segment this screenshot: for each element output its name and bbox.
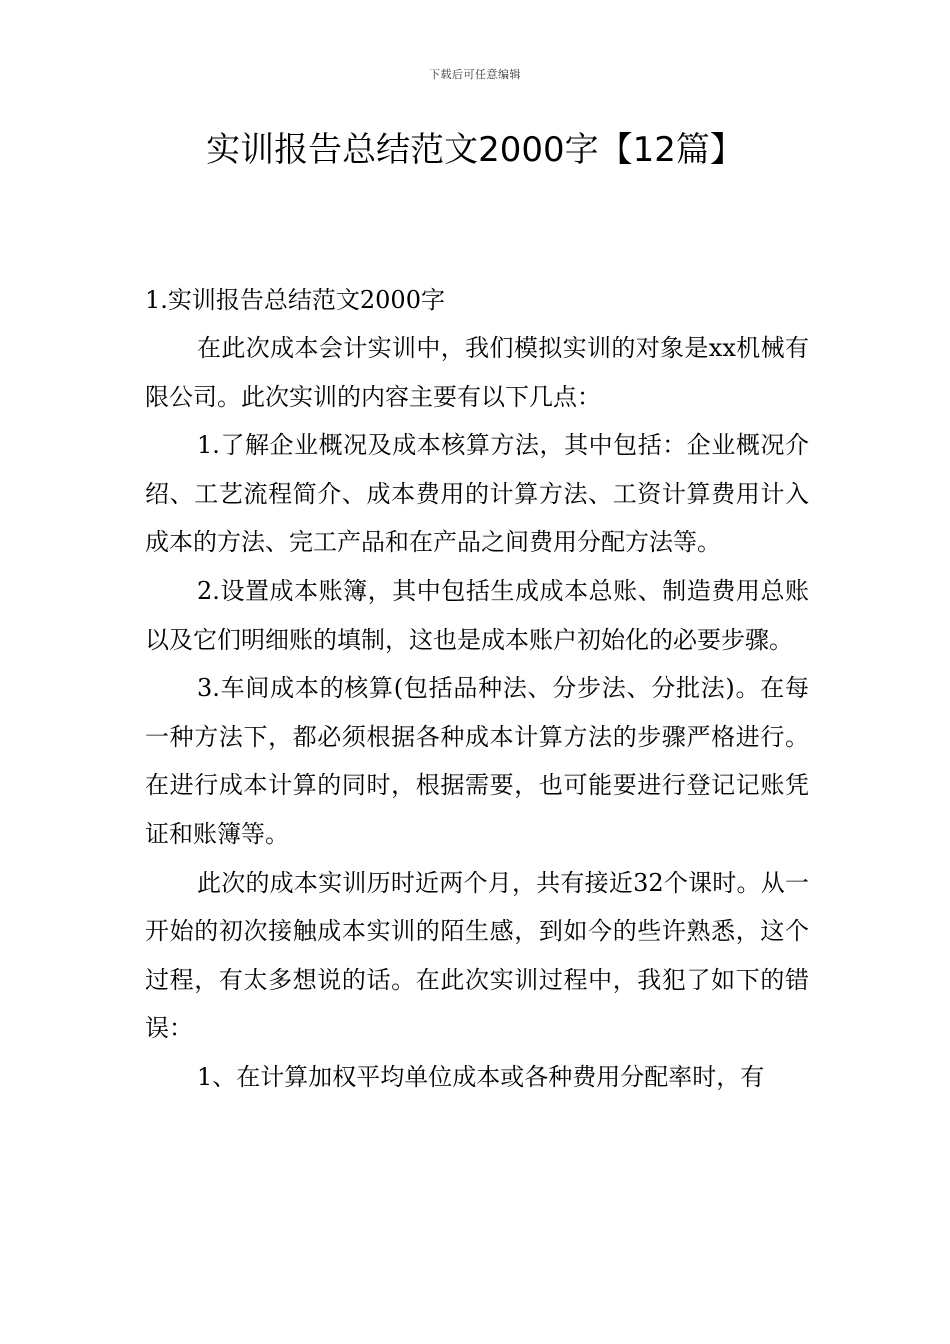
paragraph: 1、在计算加权平均单位成本或各种费用分配率时，有 [197,1062,765,1091]
paragraph: 此次的成本实训历时近两个月，共有接近32个课时。从一开始的初次接触成本实训的陌生感，到如今的些许熟悉，这个过程，有太多想说的话。在此次实训过程中，我犯了如下的错误： [145,868,809,1043]
section-heading: 1.实训报告总结范文2000字 [145,286,445,314]
header-note: 下载后可任意编辑 [429,68,521,81]
paragraph: 2.设置成本账簿，其中包括生成成本总账、制造费用总账以及它们明细账的填制，这也是成本账户初始化的必要步骤。 [145,576,809,654]
document-body [145,276,809,1102]
document-title: 实训报告总结范文2000字【12篇】 [206,130,744,170]
paragraph: 3.车间成本的核算(包括品种法、分步法、分批法)。在每一种方法下，都必须根据各种成本计算方法的步骤严格进行。在进行成本计算的同时，根据需要，也可能要进行登记记账凭证和账簿等。 [145,674,809,848]
paragraph: 1.了解企业概况及成本核算方法，其中包括：企业概况介绍、工艺流程简介、成本费用的计算方法、工资计算费用计入成本的方法、完工产品和在产品之间费用分配方法等。 [145,431,809,557]
paragraph: 在此次成本会计实训中，我们模拟实训的对象是xx机械有限公司。此次实训的内容主要有以下几点： [145,334,809,411]
